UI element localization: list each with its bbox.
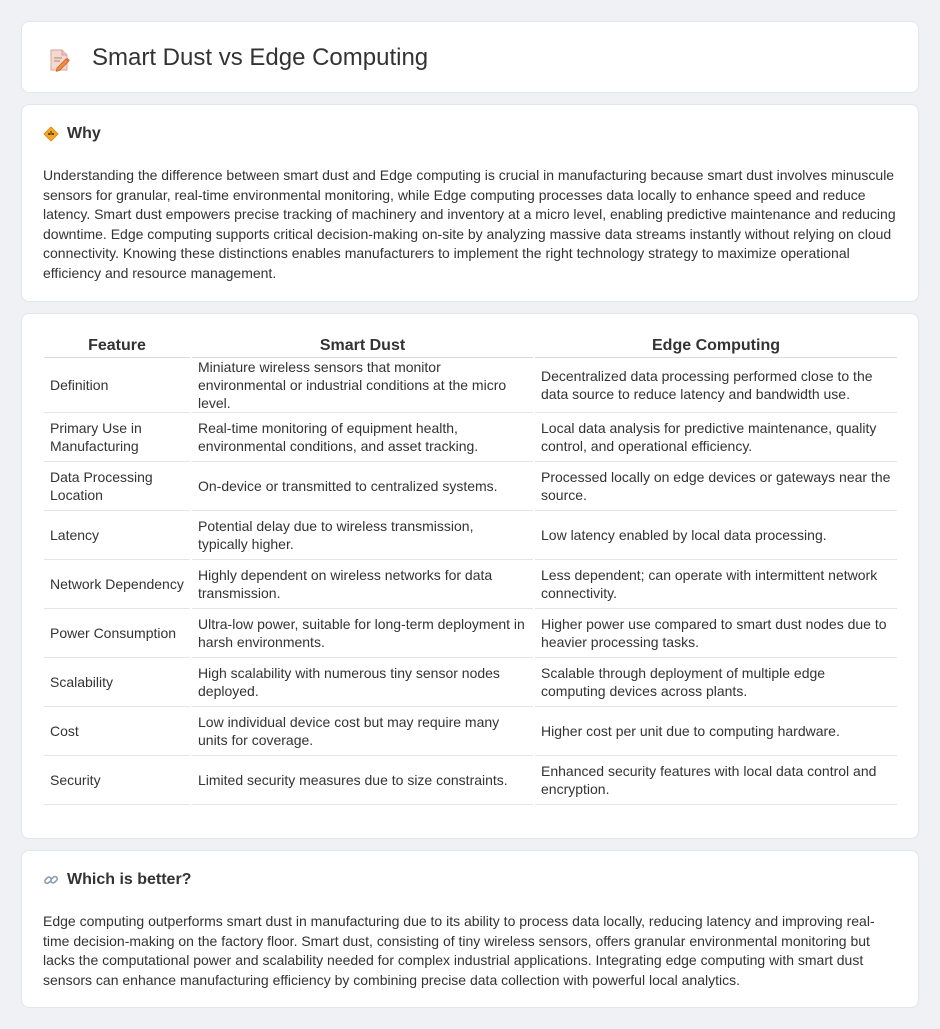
which-heading-row [43, 871, 191, 889]
edge-computing-cell: Processed locally on edge devices or gateways near the source. [535, 462, 897, 511]
edge-computing-cell: Higher power use compared to smart dust nodes due to heavier processing tasks. [535, 609, 897, 658]
diamond-warning-icon [43, 126, 59, 142]
table-row [44, 462, 897, 511]
feature-cell: Cost [44, 707, 190, 756]
table-row [44, 609, 897, 658]
smart-dust-cell: Real-time monitoring of equipment health, environmental conditions, and asset tracking. [192, 413, 533, 462]
header-card [21, 21, 919, 93]
edge-computing-cell: Scalable through deployment of multiple edge computing devices across plants. [535, 658, 897, 707]
document-pencil-icon [48, 48, 70, 72]
which-text: Edge computing outperforms smart dust in manufacturing due to its ability to process data locally, reducing latency and improving real-time decision-making on the factory floor. Smart dust, consisting of tiny wireless sensors, offers granular environmental monitoring but lacks the computational power and scalability needed for complex industrial applications. Integrating edge computing with smart dust sensors can enhance manufacturing efficiency by combining precise data collection with powerful local analytics. [43, 913, 875, 988]
table-row [44, 413, 897, 462]
why-heading: Why [67, 125, 101, 142]
comparison-section [21, 313, 919, 839]
why-text: Understanding the difference between smart dust and Edge computing is crucial in manufacturing because smart dust involves minuscule sensors for granular, real-time environmental monitoring, while Edge computing processes data locally to enhance speed and reduce latency. Smart dust empowers precise tracking of machinery and inventory at a micro level, enabling predictive maintenance and reducing downtime. Edge computing supports critical decision-making on-site by analyzing massive data streams instantly without relying on cloud connectivity. Knowing these distinctions enables manufacturers to implement the right technology strategy to maximize operational efficiency and resource management. [43, 167, 896, 281]
smart-dust-cell: Potential delay due to wireless transmission, typically higher. [192, 511, 533, 560]
which-heading: Which is better? [67, 871, 192, 888]
header-edge-computing: Edge Computing [535, 334, 897, 358]
feature-cell: Data Processing Location [44, 462, 190, 511]
feature-cell: Network Dependency [44, 560, 190, 609]
page-title: Smart Dust vs Edge Computing [92, 44, 429, 71]
smart-dust-cell: Ultra-low power, suitable for long-term deployment in harsh environments. [192, 609, 533, 658]
edge-computing-cell: Higher cost per unit due to computing hardware. [535, 707, 897, 756]
smart-dust-cell: Highly dependent on wireless networks for data transmission. [192, 560, 533, 609]
why-section [21, 104, 919, 302]
header-smart-dust: Smart Dust [192, 334, 533, 358]
feature-cell: Definition [44, 358, 190, 413]
edge-computing-cell: Less dependent; can operate with intermittent network connectivity. [535, 560, 897, 609]
edge-computing-cell: Local data analysis for predictive maintenance, quality control, and operational efficiency. [535, 413, 897, 462]
smart-dust-cell: High scalability with numerous tiny sensor nodes deployed. [192, 658, 533, 707]
why-heading-row [43, 125, 101, 143]
feature-cell: Security [44, 756, 190, 805]
table-header-row [44, 334, 897, 358]
comparison-table [42, 334, 899, 805]
header-feature: Feature [44, 334, 190, 358]
table-row [44, 658, 897, 707]
smart-dust-cell: Miniature wireless sensors that monitor environmental or industrial conditions at the micro level. [192, 358, 533, 413]
smart-dust-cell: Low individual device cost but may require many units for coverage. [192, 707, 533, 756]
smart-dust-cell: Limited security measures due to size constraints. [192, 756, 533, 805]
feature-cell: Primary Use in Manufacturing [44, 413, 190, 462]
feature-cell: Latency [44, 511, 190, 560]
link-icon [43, 872, 59, 888]
table-row [44, 707, 897, 756]
table-row [44, 358, 897, 413]
smart-dust-cell: On-device or transmitted to centralized systems. [192, 462, 533, 511]
edge-computing-cell: Enhanced security features with local data control and encryption. [535, 756, 897, 805]
edge-computing-cell: Decentralized data processing performed close to the data source to reduce latency and bandwidth use. [535, 358, 897, 413]
which-better-section [21, 850, 919, 1008]
feature-cell: Scalability [44, 658, 190, 707]
edge-computing-cell: Low latency enabled by local data processing. [535, 511, 897, 560]
feature-cell: Power Consumption [44, 609, 190, 658]
table-row [44, 511, 897, 560]
table-row [44, 756, 897, 805]
table-row [44, 560, 897, 609]
